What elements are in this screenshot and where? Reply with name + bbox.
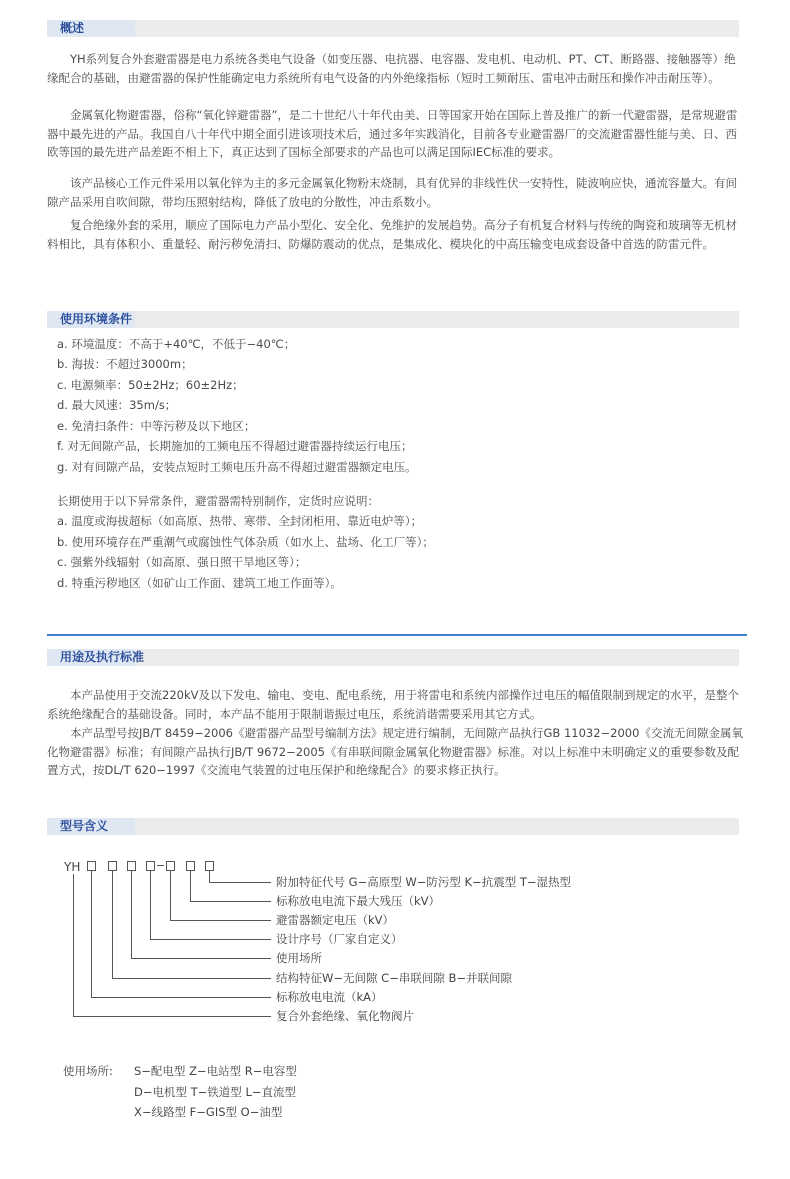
abnormal-a: a. 温度或海拔超标（如高原、热带、寒带、全封闭柜用、靠近电炉等）； xyxy=(57,514,423,528)
condition-b: b. 海拔：不超过3000m； xyxy=(57,357,193,371)
usage-paragraph-1: 本产品使用于交流220kV及以下发电、输电、变电、配电系统，用于将雷电和系统内部操作过电压的幅值限制到规定的水平，是整个系统绝缘配合的基础设备。同时，本产品不能用于限制谐振过电压，系统消谐需要采用其它方式。 xyxy=(47,688,739,721)
model-label-6: 结构特征W−无间隙 C−串联间隙 B−并联间隙 xyxy=(276,971,513,985)
condition-e: e. 免清扫条件：中等污秽及以下地区； xyxy=(57,419,256,433)
overview-paragraph-2: 金属氧化物避雷器，俗称“氧化锌避雷器”，是二十世纪八十年代由美、日等国家开始在国际上普及推广的新一代避雷器，是常规避雷器中最先进的产品。我国自八十年代中期全面引进该项技术后，通过多年实践消化，目前各专业避雷器厂的交流避雷器性能与美、日、西欧等国的最先进产品差距不相上下，真正达到了国标全部要求的产品也可以满足国际IEC标准的要求。 xyxy=(47,108,738,160)
section-bar-environment xyxy=(47,311,739,328)
usage-site-line-1: S−配电型 Z−电站型 R−电容型 xyxy=(134,1064,297,1078)
overview-paragraph-4: 复合绝缘外套的采用，顺应了国际电力产品小型化、安全化、免维护的发展趋势。高分子有机复合材料与传统的陶瓷和玻璃等无机材料相比，具有体积小、重量轻、耐污秽免清扫、防爆防震动的优点，是集成化、模块化的中高压输变电成套设备中首选的防雷元件。 xyxy=(47,218,737,251)
model-box-3 xyxy=(127,861,136,871)
model-label-5: 使用场所 xyxy=(276,951,322,965)
model-label-4: 设计序号（厂家自定义） xyxy=(276,932,403,946)
usage-site-line-3: X−线路型 F−GIS型 O−油型 xyxy=(134,1105,283,1119)
usage-site-line-2: D−电机型 T−铁道型 L−直流型 xyxy=(134,1085,297,1099)
model-label-8: 复合外套绝缘、氧化物阀片 xyxy=(276,1009,414,1023)
connector-h-1 xyxy=(209,882,271,883)
model-box-1 xyxy=(87,861,96,871)
connector-h-7 xyxy=(91,997,271,998)
model-label-1: 附加特征代号 G−高原型 W−防污型 K−抗震型 T−湿热型 xyxy=(276,875,572,889)
condition-a: a. 环境温度：不高于+40℃，不低于−40℃； xyxy=(57,337,296,351)
condition-d: d. 最大风速：35m/s； xyxy=(57,398,177,412)
abnormal-intro: 长期使用于以下异常条件，避雷器需特别制作，定货时应说明： xyxy=(57,494,379,508)
model-label-3: 避雷器额定电压（kV） xyxy=(276,913,395,927)
connector-h-5 xyxy=(131,958,271,959)
connector-v-3 xyxy=(170,871,171,920)
abnormal-c: c. 强紫外线辐射（如高原、强日照干旱地区等）； xyxy=(57,555,307,569)
model-box-2 xyxy=(108,861,117,871)
connector-v-7 xyxy=(91,871,92,997)
section-bar-overview xyxy=(47,20,739,37)
usage-site-label: 使用场所: xyxy=(63,1064,113,1078)
section-title-environment: 使用环境条件 xyxy=(60,312,133,326)
condition-f: f. 对无间隙产品，长期施加的工频电压不得超过避雷器持续运行电压； xyxy=(57,439,413,453)
overview-paragraph-1: YH系列复合外套避雷器是电力系统各类电气设备（如变压器、电抗器、电容器、发电机、电动机、PT、CT、断路器、接触器等）绝缘配合的基础，由避雷器的保护性能确定电力系统所有电气设备的内外绝缘指标（短时工频耐压、雷电冲击耐压和操作冲击耐压等）。 xyxy=(47,52,736,85)
model-box-4 xyxy=(146,861,155,871)
connector-h-4 xyxy=(150,939,271,940)
abnormal-d: d. 特重污秽地区（如矿山工作面、建筑工地工作面等）。 xyxy=(57,576,342,590)
condition-g: g. 对有间隙产品，安装点短时工频电压升高不得超过避雷器额定电压。 xyxy=(57,460,417,474)
connector-v-2 xyxy=(190,871,191,901)
section-title-usage-standard: 用途及执行标准 xyxy=(60,650,145,664)
connector-v-4 xyxy=(150,871,151,939)
model-prefix: YH xyxy=(64,860,81,874)
connector-v-8 xyxy=(73,874,74,1016)
abnormal-b: b. 使用环境存在严重潮气或腐蚀性气体杂质（如水上、盐场、化工厂等）； xyxy=(57,535,434,549)
connector-v-6 xyxy=(112,871,113,978)
usage-paragraph-2: 本产品型号按JB/T 8459−2006《避雷器产品型号编制方法》规定进行编制，无间隙产品执行GB 11032−2000《交流无间隙金属氧化物避雷器》标准；有间隙产品执行JB/T 9672−2005《有串联间隙金属氧化物避雷器》标准。对以上标准中未明确定义的重要参数及配置方式，按DL/T 620−1997《交流电气装置的过电压保护和绝缘配合》的要求修正执行。 xyxy=(47,726,743,778)
connector-h-8 xyxy=(73,1016,271,1017)
connector-h-6 xyxy=(112,978,271,979)
section-bar-usage-standard xyxy=(47,649,739,666)
model-label-2: 标称放电电流下最大残压（kV） xyxy=(276,894,441,908)
overview-paragraph-3: 该产品核心工作元件采用以氧化锌为主的多元金属氧化物粉末烧制，具有优异的非线性伏一安特性，陡波响应快，通流容量大。有间隙产品采用自吹间隙，带均压照射结构，降低了放电的分散性，冲击系数小。 xyxy=(47,176,737,209)
connector-v-1 xyxy=(209,871,210,882)
condition-c: c. 电源频率：50±2Hz；60±2Hz； xyxy=(57,378,244,392)
model-dash xyxy=(157,865,164,866)
connector-h-3 xyxy=(170,920,271,921)
model-box-7 xyxy=(205,861,214,871)
section-title-overview: 概述 xyxy=(60,21,85,35)
model-label-7: 标称放电电流（kA） xyxy=(276,990,383,1004)
blue-divider xyxy=(47,634,747,636)
model-box-6 xyxy=(186,861,195,871)
connector-h-2 xyxy=(190,901,271,902)
section-title-model-meaning: 型号含义 xyxy=(60,819,109,833)
connector-v-5 xyxy=(131,871,132,958)
model-box-5 xyxy=(166,861,175,871)
section-bar-model-meaning xyxy=(47,818,739,835)
